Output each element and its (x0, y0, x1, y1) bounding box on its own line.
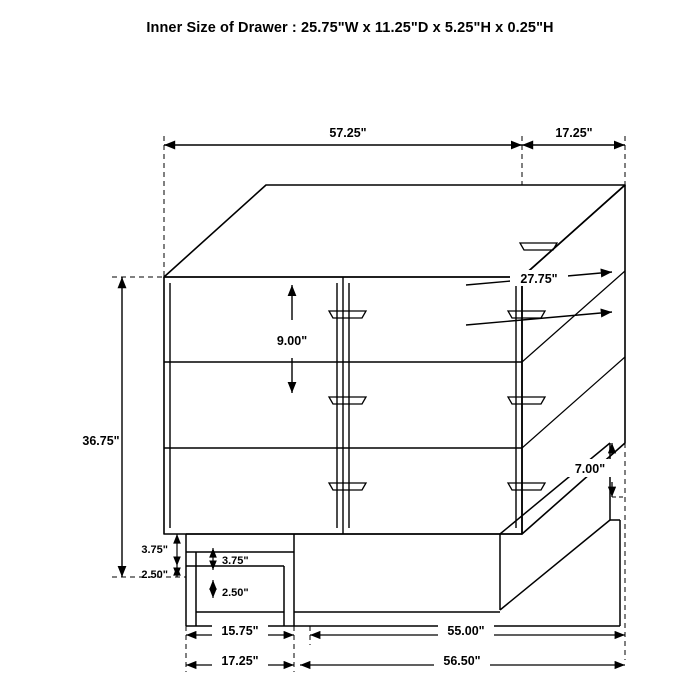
label-bottom-depth: 17.25" (221, 654, 259, 668)
label-top-depth: 17.25" (555, 126, 593, 140)
label-top-width: 57.25" (329, 126, 367, 140)
label-drawer-width: 27.75" (520, 272, 558, 286)
dimension-labels (82, 124, 614, 668)
side-panel-lines (522, 271, 625, 448)
label-bottom-width: 56.50" (443, 654, 481, 668)
dresser-outline (164, 185, 625, 534)
drawer-divisions (164, 277, 522, 534)
label-base-width: 55.00" (447, 624, 485, 638)
dimension-lines (112, 136, 625, 672)
label-drawer-height: 9.00" (276, 334, 308, 348)
label-total-height: 36.75" (82, 434, 120, 448)
label-gap-lower-inner: 2.50" (222, 587, 249, 599)
label-leg-height: 7.00" (574, 462, 606, 476)
base-frame (186, 443, 620, 626)
label-gap-upper-left: 3.75" (141, 544, 168, 556)
label-base-depth: 15.75" (221, 624, 259, 638)
dim-drawer-width-lower (466, 312, 612, 325)
label-gap-upper-inner: 3.75" (222, 555, 249, 567)
label-gap-lower-left: 2.50" (141, 569, 168, 581)
page-title: Inner Size of Drawer : 25.75"W x 11.25"D x 5.25"H x 0.25"H (146, 20, 554, 36)
